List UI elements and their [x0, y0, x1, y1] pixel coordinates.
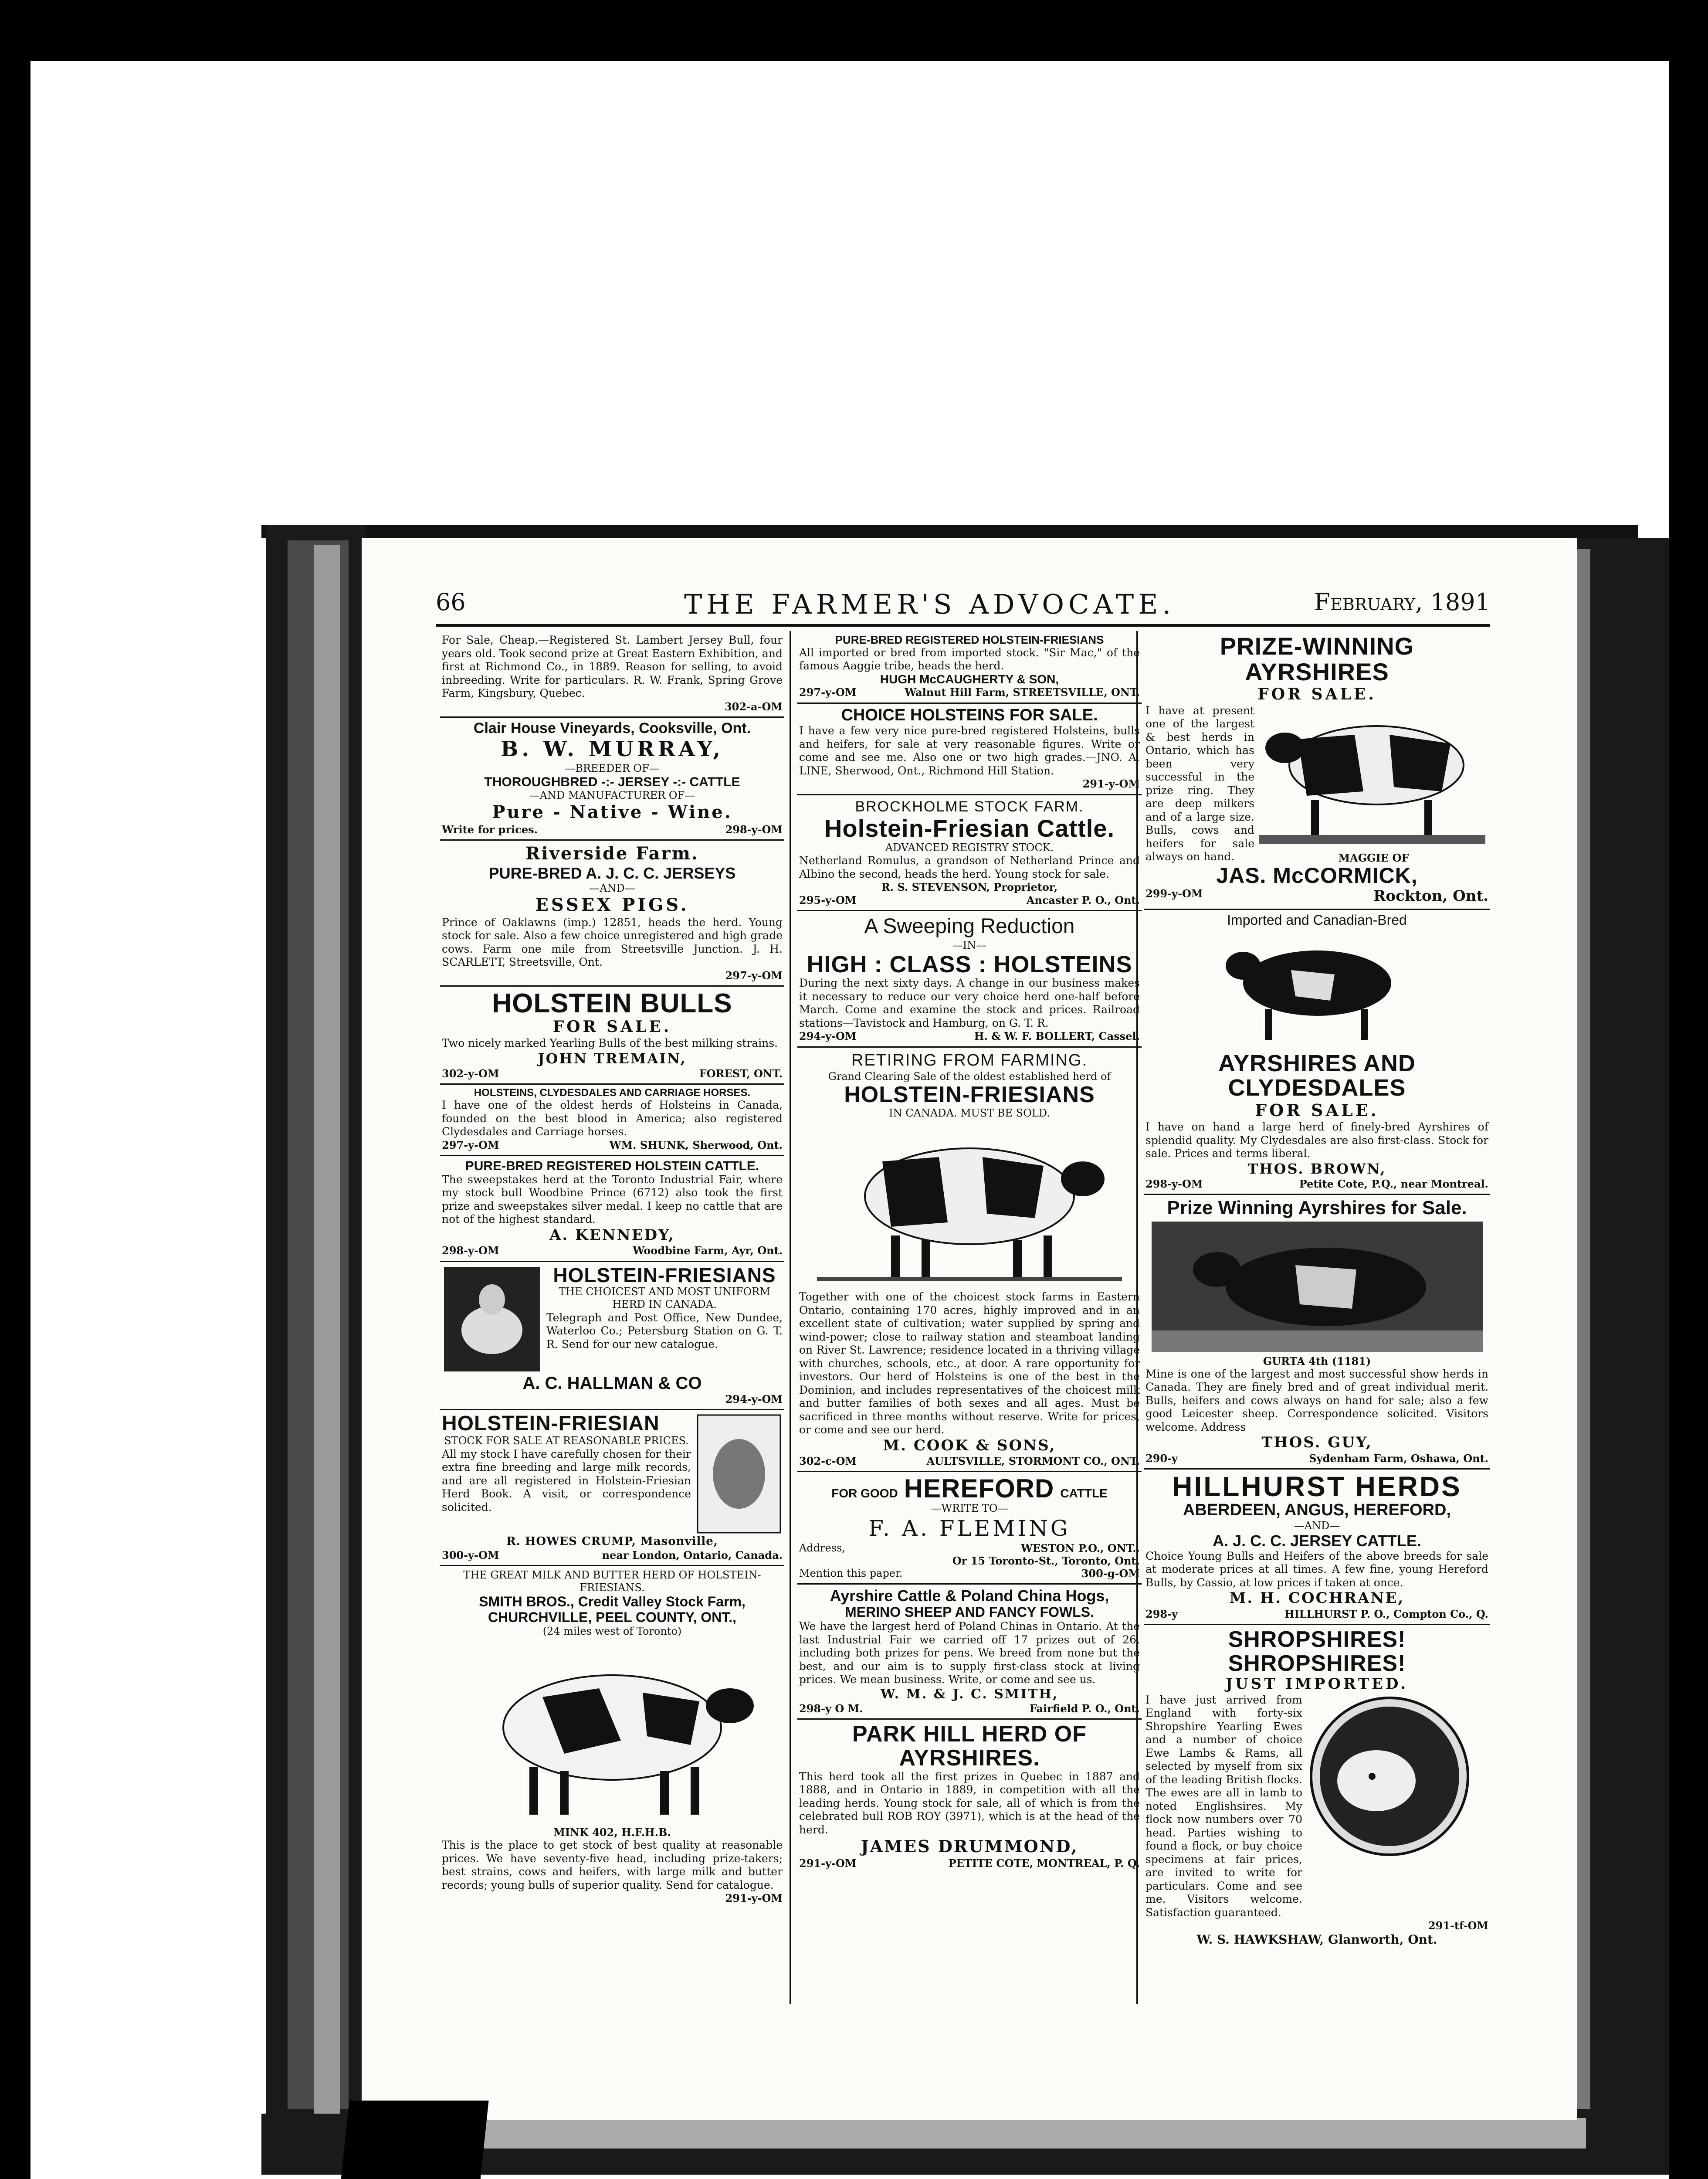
ad-text: I have at present one of the largest & best herds in Ontario, which has been very successful in the prize ring. They are deep milkers and of a large size. Bulls, cows and heifers for sale always on hand.: [1145, 704, 1254, 863]
ad-line: Address,: [799, 1541, 845, 1554]
ad-code: 298-y O M.: [799, 1702, 863, 1715]
ad-line: (24 miles west of Toronto): [542, 1625, 682, 1637]
ad-text: All my stock I have carefully chosen for their extra fine breeding and large milk records, and are all registered in Holstein-Friesian Herd Book. A visit, or correspondence solicited.: [442, 1447, 691, 1514]
ad-crump: [440, 1410, 784, 1566]
page-number: 66: [436, 588, 466, 616]
ad-line: PURE-BRED A. J. C. C. JERSEYS: [488, 864, 736, 882]
ad-name: W. S. HAWKSHAW, Glanworth, Ont.: [1196, 1932, 1437, 1947]
ad-name: THOS. BROWN,: [1247, 1160, 1386, 1177]
ad-name: THOS. GUY,: [1261, 1434, 1372, 1452]
ad-address: WESTON P.O., ONT.,: [1021, 1541, 1140, 1554]
ad-line: HOLSTEIN-FRIESIANS: [844, 1082, 1095, 1108]
ad-place: WM. SHUNK, Sherwood, Ont.: [609, 1138, 783, 1151]
ad-code: 297-y-OM: [442, 1138, 499, 1151]
ad-name: F. A. FLEMING: [868, 1515, 1071, 1541]
ad-mccaugherty: [797, 631, 1142, 704]
ad-smith-bros: [440, 1566, 784, 1908]
ad-tremain: [440, 987, 784, 1085]
ad-line: FOR SALE.: [1257, 685, 1376, 703]
ad-title: HEREFORD: [904, 1474, 1054, 1504]
page-header: [436, 588, 1490, 619]
ad-cochrane: [1144, 1470, 1490, 1625]
book-page-edges: [366, 2118, 1586, 2148]
ad-bollert: [797, 911, 1142, 1048]
ad-title: SHROPSHIRES! SHROPSHIRES!: [1228, 1627, 1406, 1676]
ad-place: H. & W. F. BOLLERT, Cassel.: [974, 1030, 1140, 1043]
ad-title: PRIZE-WINNING AYRSHIRES: [1220, 632, 1414, 686]
ad-line: [797, 704, 1142, 795]
ad-text: Prince of Oaklawns (imp.) 12851, heads the herd. Young stock for sale. Also a few choice unregistered and high grade cows. Farm one mile from Streetsville Junction. J. H. SCARLETT, Streetsville, Ont.: [442, 916, 783, 969]
ad-name: W. M. & J. C. SMITH,: [880, 1686, 1059, 1702]
ad-line: A. J. C. C. JERSEY CATTLE.: [1213, 1532, 1421, 1550]
ad-line: FOR SALE.: [1255, 1100, 1379, 1120]
ad-code: 295-y-OM: [799, 893, 857, 906]
ad-code: 294-y-OM: [799, 1030, 857, 1043]
ad-murray: [440, 718, 784, 841]
ad-name: HUGH McCAUGHERTY & SON,: [880, 672, 1059, 686]
header-rule: [436, 624, 1490, 627]
ad-name: R. S. STEVENSON, Proprietor,: [881, 881, 1058, 894]
image-caption: GURTA 4th (1181): [1263, 1354, 1371, 1368]
cow-illustration: [817, 1122, 1122, 1288]
masthead-title: THE FARMER'S ADVOCATE.: [684, 588, 1176, 620]
column-3: [1144, 631, 1490, 2004]
ad-title: CHOICE HOLSTEINS FOR SALE.: [841, 706, 1098, 724]
sheep-illustration: [1307, 1694, 1472, 1859]
ad-name: A. C. HALLMAN & CO: [522, 1373, 702, 1393]
ad-code: 298-y-OM: [1145, 1177, 1203, 1190]
ad-place: PETITE COTE, MONTREAL, P. Q.: [948, 1857, 1140, 1870]
ad-line: —IN—: [952, 939, 987, 952]
ad-text: We have the largest herd of Poland Chinas in Ontario. At the last Industrial Fair we carried off 17 prizes out of 26, including both prizes for pens. We breed from none but the best, and our aim is to supply first-class stock at living prices. We mean business. Write, or come and see us.: [799, 1620, 1140, 1686]
ad-stevenson: [797, 795, 1142, 911]
ad-title: SMITH BROS., Credit Valley Stock Farm,: [479, 1594, 746, 1610]
ad-line: CHURCHVILLE, PEEL COUNTY, ONT.,: [488, 1609, 737, 1625]
ad-line: IN CANADA. MUST BE SOLD.: [889, 1106, 1050, 1119]
ad-place: Walnut Hill Farm, STREETSVILLE, ONT.: [905, 686, 1140, 699]
ad-name: JAMES DRUMMOND,: [861, 1836, 1078, 1857]
ad-line: HIGH : CLASS : HOLSTEINS: [807, 951, 1132, 977]
ad-text: I have on hand a large herd of finely-bred Ayrshires of splendid quality. My Clydesdales are also first-class. Stock for sale. Prices and terms liberal.: [1145, 1120, 1488, 1160]
ad-smith-wm: [797, 1585, 1142, 1720]
ad-place: AULTSVILLE, STORMONT CO., ONT.: [926, 1455, 1140, 1467]
ad-place: FOREST, ONT.: [699, 1067, 783, 1080]
ad-mccormick: [1144, 631, 1490, 910]
ad-brown: [1144, 910, 1490, 1195]
cow-illustration: [1259, 704, 1485, 848]
ad-line: CATTLE: [1060, 1487, 1108, 1500]
ad-line: ABERDEEN, ANGUS, HEREFORD,: [1183, 1501, 1451, 1520]
column-1: [440, 631, 784, 2004]
image-caption: MAGGIE OF: [1338, 852, 1409, 865]
ad-frank: [440, 631, 784, 718]
ad-title: PURE-BRED REGISTERED HOLSTEIN-FRIESIANS: [835, 633, 1104, 646]
ad-text: I have just arrived from England with forty-six Shropshire Yearling Ewes and a number of choice Ewe Lambs & Rams, all selected by myself from six of the leading British flocks. The ewes are all in lamb to noted Englishsires. My flock now numbers over 70 head. Parties wishing to found a flock, or buy choice specimens at fair prices, are invited to write for particulars. Come and see me. Visitors welcome. Satisfaction guaranteed.: [1145, 1693, 1302, 1919]
ad-code: 291-y-OM: [1082, 777, 1140, 791]
ad-text: During the next sixty days. A change in our business makes it necessary to reduce our very choice herd one-half before March. Come and examine the stock and prices. Railroad stations—Tavistock and Hamburg, on G. T. R.: [799, 977, 1140, 1029]
ad-code: 298-y-OM: [725, 823, 783, 836]
ad-text: I have one of the oldest herds of Holsteins in Canada, founded on the best blood in America; also registered Clydesdales and Carriage horses.: [442, 1099, 783, 1138]
ad-code: 302-c-OM: [799, 1455, 857, 1467]
ad-text: I have a few very nice pure-bred registered Holsteins, bulls and heifers, for sale at very reasonable figures. Write or come and see me. Also one or two high grades.—JNO. A. LINE, Sherwood, Ont., Richmond Hill Station.: [799, 724, 1140, 777]
image-caption: MINK 402, H.F.H.B.: [553, 1826, 671, 1839]
ad-text: This herd took all the first prizes in Quebec in 1887 and 1888, and in Ontario in 1889, in competition with all the leading herds. Young stock for sale, all of which is from the celebrated bull ROB ROY (3971), which is at the head of the herd.: [799, 1770, 1140, 1836]
ad-line: MERINO SHEEP AND FANCY FOWLS.: [845, 1604, 1094, 1620]
ad-code: 300-g-OM: [1081, 1567, 1140, 1580]
book-cover-top: [261, 525, 1638, 538]
ad-line: —AND MANUFACTURER OF—: [529, 789, 695, 801]
ad-text: Write for prices.: [442, 823, 538, 836]
ad-title: HOLSTEIN-FRIESIANS: [553, 1263, 776, 1286]
ad-place: Sydenham Farm, Oshawa, Ont.: [1309, 1452, 1488, 1465]
ad-line: —AND—: [589, 882, 635, 894]
ad-title: HOLSTEIN BULLS: [492, 988, 732, 1019]
ad-line: FOR SALE.: [552, 1018, 672, 1036]
ad-text: Together with one of the choicest stock farms in Eastern Ontario, containing 170 acres, highly improved and in an excellent state of cultivation; water supplied by spring and wind-power; close to railway station and steamboat landing on River St. Lawrence; residence located in a thriving village with churches, schools, etc., at door. A rare opportunity for investors. Our herd of Holsteins is one of the best in the Dominion, and includes representatives of the choicest milk and butter families of both sexes and all ages. Must be sacrificed in three months without reserve. Write for prices, or come and see our herd.: [799, 1290, 1140, 1436]
ad-line: ESSEX PIGS.: [535, 894, 689, 915]
ad-place: HILLHURST P. O., Compton Co., Q.: [1284, 1607, 1488, 1620]
ad-title: HOLSTEINS, CLYDESDALES AND CARRIAGE HORSES.: [474, 1086, 751, 1099]
ad-shunk: [440, 1085, 784, 1156]
ad-line: BROCKHOLME STOCK FARM.: [855, 798, 1084, 815]
ad-name: R. HOWES CRUMP, Masonville,: [506, 1534, 718, 1548]
ad-title: HOLSTEIN-FRIESIAN: [442, 1412, 660, 1435]
ad-code: 291-y-OM: [725, 1892, 783, 1905]
ad-hawkshaw: [1144, 1625, 1490, 1951]
ad-line: Imported and Canadian-Bred: [1227, 912, 1407, 928]
ad-code: 294-y-OM: [725, 1392, 783, 1405]
ad-code: 298-y-OM: [442, 1244, 499, 1257]
ad-place: Woodbine Farm, Ayr, Ont.: [633, 1244, 783, 1257]
book-binding-highlight: [314, 545, 340, 2114]
ad-place: Petite Cote, P.Q., near Montreal.: [1299, 1177, 1488, 1190]
ad-line: —WRITE TO—: [931, 1502, 1008, 1515]
ad-name: M. COOK & SONS,: [883, 1436, 1056, 1454]
ad-hallman: [440, 1262, 784, 1410]
ad-title: Prize Winning Ayrshires for Sale.: [1167, 1197, 1467, 1219]
ad-code: 302-y-OM: [442, 1067, 499, 1080]
ad-title: Holstein-Friesian Cattle.: [824, 815, 1115, 842]
ad-code: 299-y-OM: [1145, 887, 1203, 900]
ad-title: PARK HILL HERD OF AYRSHIRES.: [852, 1721, 1087, 1771]
issue-date: February, 1891: [1314, 588, 1490, 616]
ad-place: Rockton, Ont.: [1373, 887, 1488, 905]
ad-name: M. H. COCHRANE,: [1229, 1589, 1405, 1607]
ad-text: Netherland Romulus, a grandson of Netherland Prince and Albino the second, heads the herd. Young stock for sale.: [799, 854, 1140, 880]
ad-place: Ancaster P. O., Ont.: [1026, 893, 1140, 906]
cow-illustration: [1152, 1222, 1483, 1352]
ad-text: For Sale, Cheap.—Registered St. Lambert Jersey Bull, four years old. Took second prize at Great Eastern Exhibition, and first at Richmond Co., in 1889. Reason for selling, to avoid inbreeding. Write for particulars. R. W. Frank, Spring Grove Farm, Kingsbury, Quebec.: [442, 634, 783, 699]
ad-line: JUST IMPORTED.: [1225, 1675, 1409, 1693]
ad-fleming: [797, 1472, 1142, 1585]
ad-line: —AND—: [1294, 1520, 1340, 1532]
ad-place: Fairfield P. O., Ont.: [1029, 1702, 1140, 1715]
ad-title: Riverside Farm.: [525, 843, 699, 864]
column-divider-1: [790, 631, 791, 2004]
ad-code: 300-y-OM: [442, 1548, 499, 1561]
ad-line: —BREEDER OF—: [565, 762, 660, 774]
cow-illustration: [455, 1640, 769, 1823]
ad-place: near London, Ontario, Canada.: [602, 1548, 783, 1561]
ad-code: 291-y-OM: [799, 1857, 857, 1870]
ad-line: THE CHOICEST AND MOST UNIFORM HERD IN CANADA.: [559, 1286, 770, 1311]
ad-kennedy: [440, 1156, 784, 1262]
ad-line: Grand Clearing Sale of the oldest established herd of: [828, 1070, 1111, 1083]
ad-title: Clair House Vineyards, Cooksville, Ont.: [473, 720, 751, 737]
ad-title: HILLHURST HERDS: [1172, 1471, 1462, 1503]
ad-name: B. W. MURRAY,: [500, 737, 724, 762]
ad-code: 297-y-OM: [725, 969, 783, 982]
ad-name: JOHN TREMAIN,: [538, 1050, 687, 1067]
ad-text: Two nicely marked Yearling Bulls of the best milking strains.: [442, 1037, 778, 1050]
ad-title: A Sweeping Reduction: [864, 914, 1075, 938]
ad-name: JAS. McCORMICK,: [1216, 863, 1418, 888]
ad-title: AYRSHIRES AND CLYDESDALES: [1218, 1050, 1416, 1101]
ad-title: PURE-BRED REGISTERED HOLSTEIN CATTLE.: [465, 1158, 759, 1173]
ad-riverside: [440, 841, 784, 987]
ad-title: Ayrshire Cattle & Poland China Hogs,: [830, 1587, 1109, 1605]
ad-text: This is the place to get stock of best quality at reasonable prices. We have seventy-five head, including prize-takers; best strains, cows and heifers, with large milk and butter records; young bulls of superior quality. Send for catalogue.: [442, 1839, 783, 1891]
ad-code: 298-y: [1145, 1607, 1178, 1620]
ad-text: All imported or bred from imported stock. "Sir Mac," of the famous Aaggie tribe, heads the herd.: [799, 646, 1140, 672]
cow-illustration: [1204, 931, 1430, 1049]
ad-line: ADVANCED REGISTRY STOCK.: [885, 841, 1054, 854]
ad-line: THE GREAT MILK AND BUTTER HERD OF HOLSTEIN-FRIESIANS.: [463, 1568, 761, 1594]
ad-address: Or 15 Toronto-St., Toronto, Ont.: [952, 1554, 1140, 1567]
film-border-top: [0, 0, 1708, 61]
ad-code: 291-tf-OM: [1428, 1919, 1488, 1932]
ad-text: Telegraph and Post Office, New Dundee, Waterloo Co.; Petersburg Station on G. T. R. Send for our new catalogue.: [546, 1311, 783, 1351]
ad-line: Mention this paper.: [799, 1567, 903, 1580]
ad-text: The sweepstakes herd at the Toronto Industrial Fair, where my stock bull Woodbine Prince (6712) also took the first prize and sweepstakes silver medal. I keep no cattle that are not of the highest standard.: [442, 1173, 783, 1226]
ad-text: Mine is one of the largest and most successful show herds in Canada. They are finely bred and of great individual merit. Bulls, heifers and cows always on hand for sale; also a few good Leicester sheep. Correspondence solicited. Visitors welcome. Address: [1145, 1367, 1488, 1433]
bull-illustration: [442, 1265, 542, 1374]
cow-illustration: [695, 1413, 783, 1535]
ad-title: RETIRING FROM FARMING.: [851, 1051, 1088, 1069]
ad-guy: [1144, 1195, 1490, 1470]
ad-code: 302-a-OM: [724, 700, 783, 713]
column-2: [797, 631, 1142, 2004]
ad-line: STOCK FOR SALE AT REASONABLE PRICES.: [444, 1435, 689, 1447]
ad-line: THOROUGHBRED -:- JERSEY -:- CATTLE: [484, 774, 740, 789]
ad-text: Choice Young Bulls and Heifers of the above breeds for sale at moderate prices at all times. A few fine, young Hereford Bulls, by Cassio, at low prices if taken at once.: [1145, 1549, 1488, 1589]
ad-code: 290-y: [1145, 1452, 1178, 1465]
ad-name: A. KENNEDY,: [549, 1226, 675, 1244]
ad-line: Pure - Native - Wine.: [492, 802, 732, 823]
ad-drummond: [797, 1720, 1142, 1873]
ad-code: 297-y-OM: [799, 686, 857, 699]
ad-line: FOR GOOD: [831, 1487, 898, 1500]
ad-cook: [797, 1048, 1142, 1473]
